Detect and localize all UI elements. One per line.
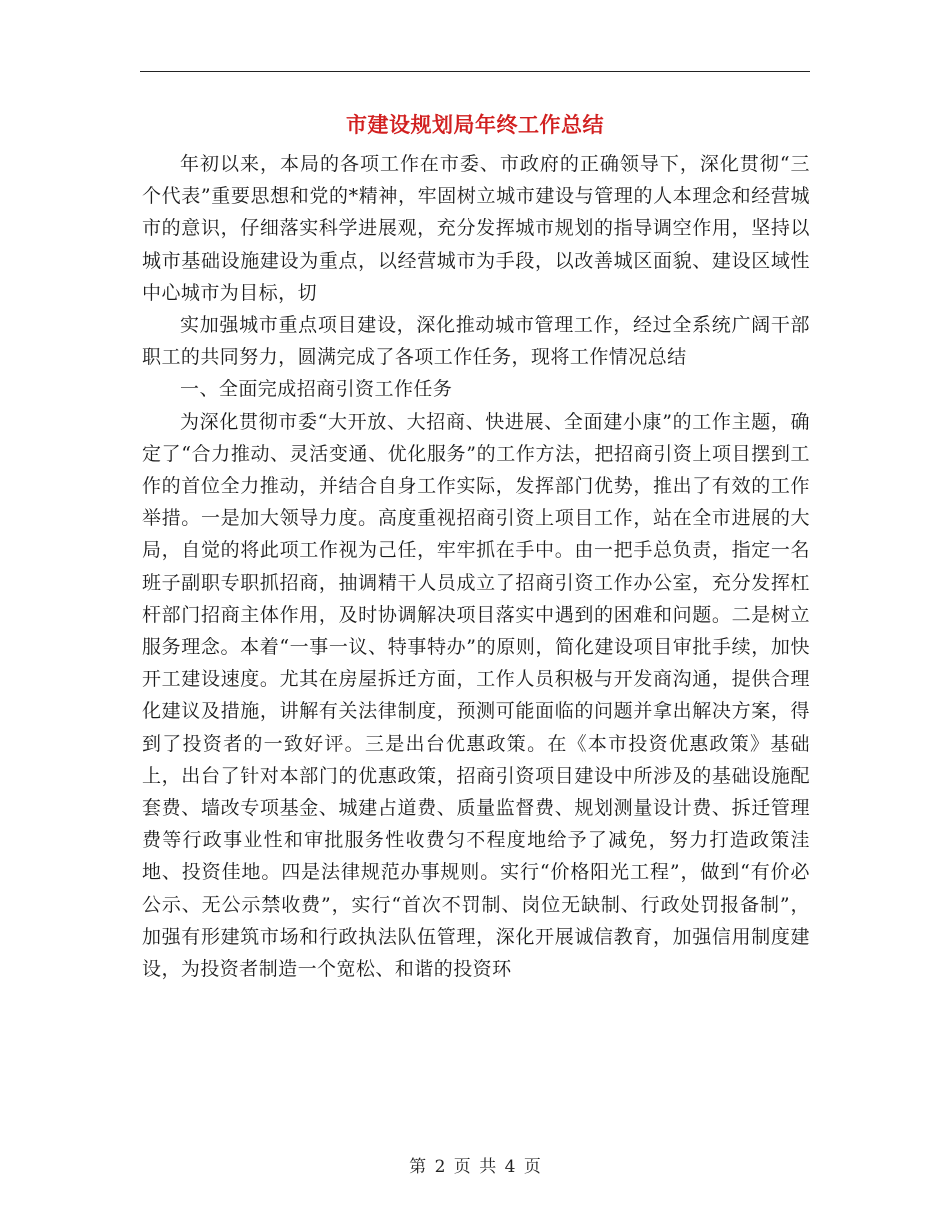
header-rule [140, 71, 810, 72]
document-title: 市建设规划局年终工作总结 [346, 112, 604, 137]
paragraph-intro: 年初以来，本局的各项工作在市委、市政府的正确领导下，深化贯彻“三个代表”重要思想和党的*精神，牢固树立城市建设与管理的人本理念和经营城市的意识，仔细落实科学进展观，充分发挥城市规划的指导调空作用，坚持以城市基础设施建设为重点，以经营城市为手段，以改善城区面貌、建设区域性中心城市为目标，切 [142, 153, 810, 304]
paragraph-section-body: 为深化贯彻市委“大开放、大招商、快进展、全面建小康”的工作主题，确定了“合力推动、灵活变通、优化服务”的工作方法，把招商引资上项目摆到工作的首位全力推动，并结合自身工作实际，发挥部门优势，推出了有效的工作举措。一是加大领导力度。高度重视招商引资上项目工作，站在全市进展的大局，自觉的将此项工作视为己任，牢牢抓在手中。由一把手总负责，指定一名班子副职专职抓招商，抽调精干人员成立了招商引资工作办公室，充分发挥杠杆部门招商主体作用，及时协调解决项目落实中遇到的困难和问题。二是树立服务理念。本着“一事一议、特事特办”的原则，简化建设项目审批手续，加快开工建设速度。尤其在房屋拆迁方面，工作人员积极与开发商沟通，提供合理化建议及措施，讲解有关法律制度，预测可能面临的问题并拿出解决方案，得到了投资者的一致好评。三是出台优惠政策。在《本市投资优惠政策》基础上，出台了针对本部门的优惠政策，招商引资项目建设中所涉及的基础设施配套费、墙改专项基金、城建占道费、质量监督费、规划测量设计费、拆迁管理费等行政事业性和审批服务性收费匀不程度地给予了减免，努力打造政策洼地、投资佳地。四是法律规范办事规则。实行“价格阳光工程”，做到“有价必公示、无公示禁收费”，实行“首次不罚制、岗位无缺制、行政处罚报备制”，加强有形建筑市场和行政执法队伍管理，深化开展诚信教育，加强信用制度建设，为投资者制造一个宽松、和谐的投资环 [142, 410, 810, 981]
document-body [142, 148, 810, 985]
paragraph-intro-continued: 实加强城市重点项目建设，深化推动城市管理工作，经过全系统广阔干部职工的共同努力，圆满完成了各项工作任务，现将工作情况总结 [142, 314, 810, 369]
page-number: 第 2 页 共 4 页 [409, 1157, 541, 1177]
section-heading: 一、全面完成招商引资工作任务 [180, 378, 453, 401]
